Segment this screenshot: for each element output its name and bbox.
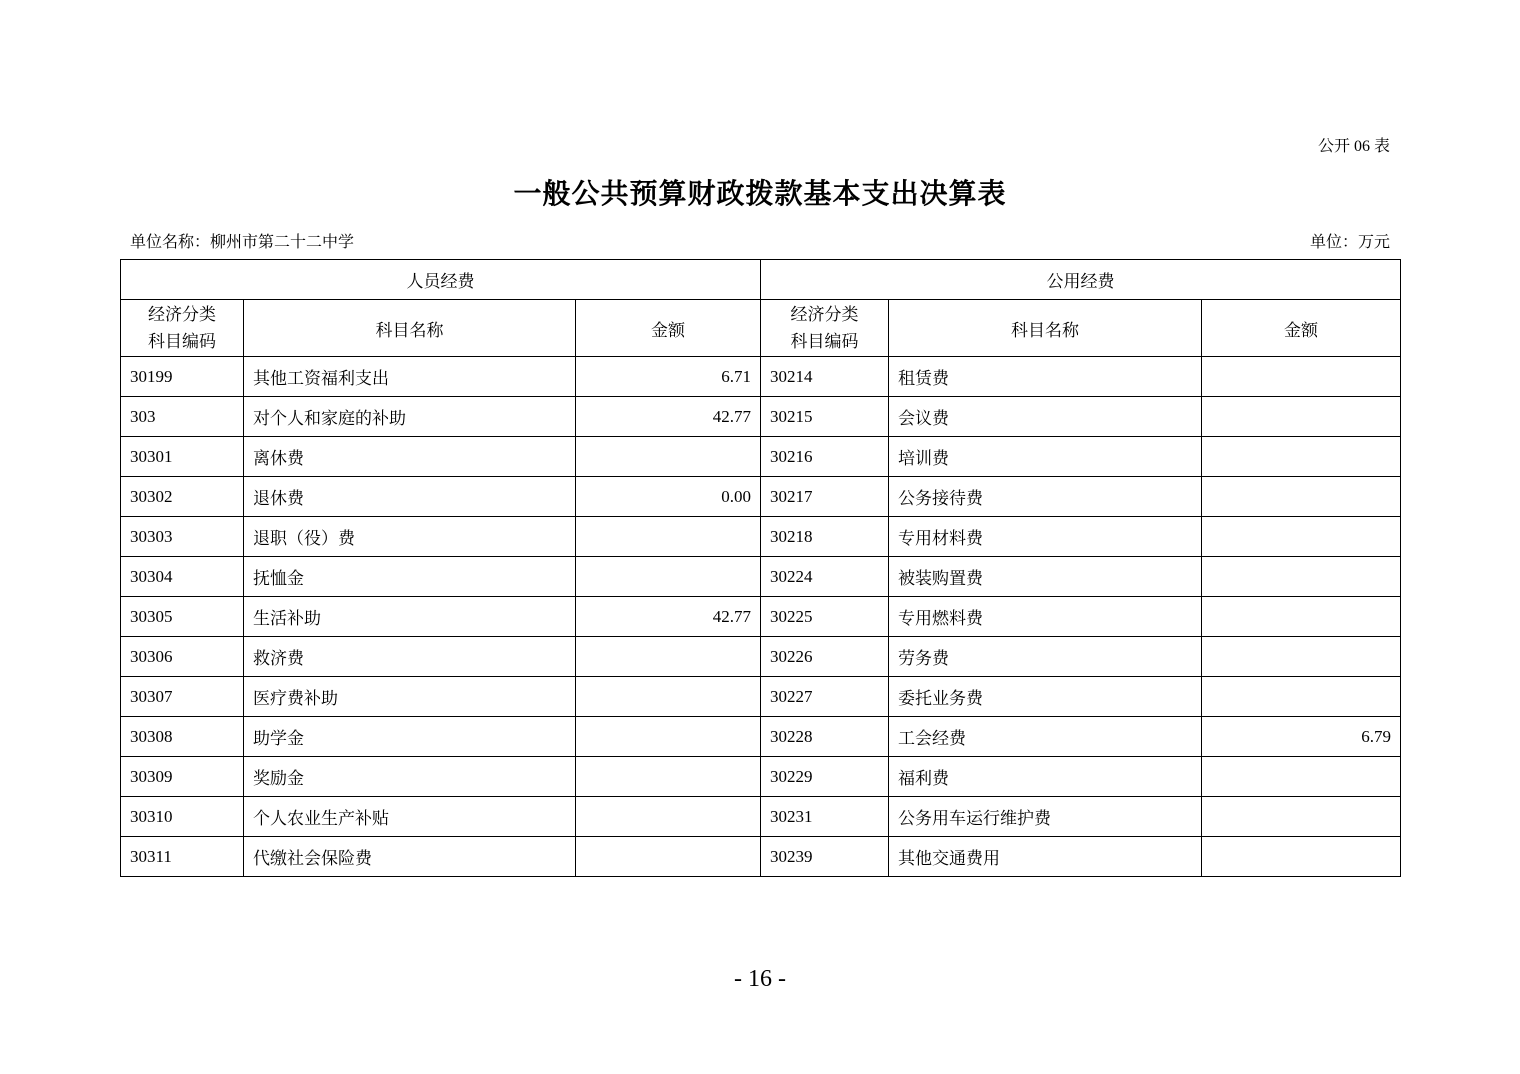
personnel-amount-cell [576, 517, 761, 557]
public-amount-cell [1202, 677, 1401, 717]
form-number: 公开 06 表 [1317, 138, 1390, 155]
personnel-name-cell: 离休费 [244, 437, 576, 477]
public-name-cell: 专用燃料费 [889, 597, 1202, 637]
table-row [121, 837, 1401, 877]
personnel-name-cell: 退休费 [244, 477, 576, 517]
public-name-cell: 其他交通费用 [889, 837, 1202, 877]
table-row [121, 797, 1401, 837]
public-code-cell: 30224 [761, 557, 889, 597]
personnel-code-cell: 30308 [121, 717, 244, 757]
public-amount-cell [1202, 637, 1401, 677]
public-code-cell: 30214 [761, 357, 889, 397]
personnel-code-cell: 303 [121, 397, 244, 437]
public-amount-cell [1202, 517, 1401, 557]
personnel-amount-cell: 42.77 [576, 597, 761, 637]
table-row [121, 397, 1401, 437]
public-name-cell: 租赁费 [889, 357, 1202, 397]
public-name-cell: 福利费 [889, 757, 1202, 797]
personnel-amount-cell [576, 717, 761, 757]
personnel-amount-cell [576, 557, 761, 597]
personnel-amount-cell: 0.00 [576, 477, 761, 517]
public-amount-cell [1202, 357, 1401, 397]
expenditure-table [120, 259, 1401, 877]
personnel-amount-cell [576, 837, 761, 877]
personnel-name-cell: 医疗费补助 [244, 677, 576, 717]
personnel-code-cell: 30303 [121, 517, 244, 557]
personnel-amount-cell [576, 437, 761, 477]
personnel-name-cell: 代缴社会保险费 [244, 837, 576, 877]
personnel-name-header: 科目名称 [244, 300, 576, 357]
personnel-name-cell: 奖励金 [244, 757, 576, 797]
personnel-name-cell: 抚恤金 [244, 557, 576, 597]
public-amount-cell [1202, 757, 1401, 797]
public-code-header: 经济分类 科目编码 [761, 300, 889, 357]
personnel-amount-header: 金额 [576, 300, 761, 357]
column-header-row [121, 300, 1401, 357]
personnel-expense-header: 人员经费 [121, 260, 761, 300]
public-code-cell: 30215 [761, 397, 889, 437]
table-row [121, 557, 1401, 597]
table-row [121, 677, 1401, 717]
public-amount-cell: 6.79 [1202, 717, 1401, 757]
personnel-code-cell: 30309 [121, 757, 244, 797]
public-amount-cell [1202, 397, 1401, 437]
public-name-cell: 会议费 [889, 397, 1202, 437]
public-code-cell: 30226 [761, 637, 889, 677]
public-expense-header: 公用经费 [761, 260, 1401, 300]
public-name-header: 科目名称 [889, 300, 1202, 357]
personnel-name-cell: 个人农业生产补贴 [244, 797, 576, 837]
currency-unit: 单位：万元 [1309, 234, 1390, 251]
personnel-amount-cell [576, 637, 761, 677]
public-name-cell: 劳务费 [889, 637, 1202, 677]
public-amount-cell [1202, 837, 1401, 877]
public-code-cell: 30216 [761, 437, 889, 477]
public-code-cell: 30228 [761, 717, 889, 757]
public-code-cell: 30225 [761, 597, 889, 637]
table-row [121, 477, 1401, 517]
personnel-amount-cell [576, 677, 761, 717]
personnel-name-cell: 救济费 [244, 637, 576, 677]
table-row [121, 637, 1401, 677]
personnel-code-cell: 30307 [121, 677, 244, 717]
personnel-code-cell: 30310 [121, 797, 244, 837]
document-title: 一般公共预算财政拨款基本支出决算表 [513, 179, 1007, 210]
personnel-code-header: 经济分类 科目编码 [121, 300, 244, 357]
public-code-cell: 30227 [761, 677, 889, 717]
personnel-name-cell: 生活补助 [244, 597, 576, 637]
public-name-cell: 专用材料费 [889, 517, 1202, 557]
public-code-cell: 30239 [761, 837, 889, 877]
personnel-amount-cell: 42.77 [576, 397, 761, 437]
personnel-name-cell: 退职（役）费 [244, 517, 576, 557]
personnel-name-cell: 助学金 [244, 717, 576, 757]
table-row [121, 357, 1401, 397]
table-row [121, 757, 1401, 797]
public-name-cell: 公务用车运行维护费 [889, 797, 1202, 837]
personnel-name-cell: 对个人和家庭的补助 [244, 397, 576, 437]
personnel-code-cell: 30302 [121, 477, 244, 517]
table-row [121, 717, 1401, 757]
personnel-amount-cell [576, 797, 761, 837]
personnel-code-cell: 30304 [121, 557, 244, 597]
personnel-code-cell: 30305 [121, 597, 244, 637]
public-amount-cell [1202, 477, 1401, 517]
public-code-cell: 30231 [761, 797, 889, 837]
personnel-code-cell: 30306 [121, 637, 244, 677]
personnel-name-cell: 其他工资福利支出 [244, 357, 576, 397]
personnel-code-cell: 30301 [121, 437, 244, 477]
personnel-amount-cell: 6.71 [576, 357, 761, 397]
group-header-row [121, 260, 1401, 300]
public-code-cell: 30217 [761, 477, 889, 517]
table-row [121, 517, 1401, 557]
public-code-cell: 30229 [761, 757, 889, 797]
public-name-cell: 公务接待费 [889, 477, 1202, 517]
unit-name: 单位名称：柳州市第二十二中学 [130, 234, 355, 251]
public-amount-cell [1202, 797, 1401, 837]
table-row [121, 437, 1401, 477]
public-name-cell: 被装购置费 [889, 557, 1202, 597]
public-amount-cell [1202, 557, 1401, 597]
personnel-amount-cell [576, 757, 761, 797]
public-name-cell: 培训费 [889, 437, 1202, 477]
public-amount-cell [1202, 437, 1401, 477]
page-number: - 16 - [734, 966, 786, 992]
public-amount-header: 金额 [1202, 300, 1401, 357]
table-row [121, 597, 1401, 637]
personnel-code-cell: 30311 [121, 837, 244, 877]
public-name-cell: 委托业务费 [889, 677, 1202, 717]
public-amount-cell [1202, 597, 1401, 637]
public-code-cell: 30218 [761, 517, 889, 557]
public-name-cell: 工会经费 [889, 717, 1202, 757]
personnel-code-cell: 30199 [121, 357, 244, 397]
